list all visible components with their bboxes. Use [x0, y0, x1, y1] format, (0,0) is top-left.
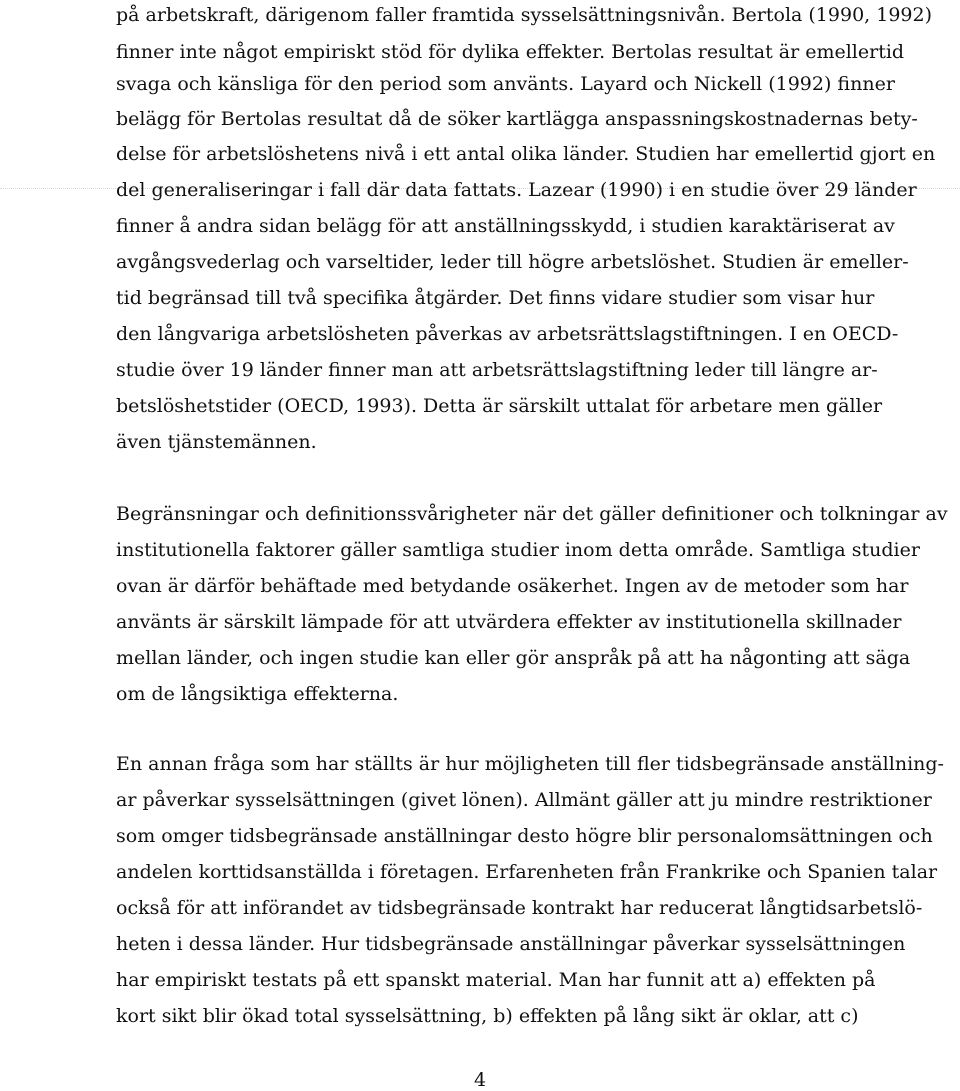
- paragraph-1-line-13: även tjänstemännen.: [116, 431, 317, 453]
- page-number: 4: [473, 1069, 487, 1091]
- paragraph-1-line-12: betslöshetstider (OECD, 1993). Detta är särskilt uttalat för arbetare men gäller: [116, 395, 883, 417]
- paragraph-1-line-9: tid begränsad till två specifika åtgärder. Det finns vidare studier som visar hur: [116, 287, 875, 309]
- paragraph-2-line-2: institutionella faktorer gäller samtliga studier inom detta område. Samtliga studier: [116, 539, 920, 561]
- paragraph-1-line-5: delse för arbetslöshetens nivå i ett antal olika länder. Studien har emellertid gjort en: [116, 143, 936, 165]
- paragraph-1-line-3: svaga och känsliga för den period som använts. Layard och Nickell (1992) finner: [116, 73, 895, 95]
- paragraph-2-line-6: om de långsiktiga effekterna.: [116, 683, 399, 705]
- paragraph-2-line-3: ovan är därför behäftade med betydande osäkerhet. Ingen av de metoder som har: [116, 575, 909, 597]
- paragraph-1-line-8: avgångsvederlag och varseltider, leder till högre arbetslöshet. Studien är emeller-: [116, 251, 909, 273]
- paragraph-3-line-7: har empiriskt testats på ett spanskt material. Man har funnit att a) effekten på: [116, 969, 876, 991]
- paragraph-1-line-1: på arbetskraft, därigenom faller framtida sysselsättningsnivån. Bertola (1990, 1992): [116, 4, 932, 26]
- paragraph-1-line-7: finner å andra sidan belägg för att anställningsskydd, i studien karaktäriserat av: [116, 215, 895, 237]
- paragraph-1-line-2: finner inte något empiriskt stöd för dylika effekter. Bertolas resultat är emellertid: [116, 41, 905, 63]
- paragraph-2-line-5: mellan länder, och ingen studie kan eller gör anspråk på att ha någonting att säga: [116, 647, 911, 669]
- paragraph-3-line-4: andelen korttidsanställda i företagen. Erfarenheten från Frankrike och Spanien talar: [116, 861, 938, 883]
- paragraph-3-line-2: ar påverkar sysselsättningen (givet lönen). Allmänt gäller att ju mindre restriktioner: [116, 789, 932, 811]
- paragraph-2-line-4: använts är särskilt lämpade för att utvärdera effekter av institutionella skillnader: [116, 611, 902, 633]
- paragraph-1-line-6: del generaliseringar i fall där data fattats. Lazear (1990) i en studie över 29 länder: [116, 179, 917, 201]
- paragraph-3-line-1: En annan fråga som har ställts är hur möjligheten till fler tidsbegränsade anställning-: [116, 753, 944, 775]
- paragraph-2-line-1: Begränsningar och definitionssvårigheter när det gäller definitioner och tolkningar av: [116, 503, 948, 525]
- paragraph-3-line-8: kort sikt blir ökad total sysselsättning, b) effekten på lång sikt är oklar, att c): [116, 1005, 859, 1027]
- paragraph-1-line-4: belägg för Bertolas resultat då de söker kartlägga anspassningskostnadernas bety-: [116, 108, 918, 130]
- paragraph-1-line-11: studie över 19 länder finner man att arbetsrättslagstiftning leder till längre ar-: [116, 359, 878, 381]
- paragraph-3-line-6: heten i dessa länder. Hur tidsbegränsade anställningar påverkar sysselsättningen: [116, 933, 906, 955]
- paragraph-3-line-5: också för att införandet av tidsbegränsade kontrakt har reducerat långtidsarbetslö-: [116, 897, 923, 919]
- paragraph-3-line-3: som omger tidsbegränsade anställningar desto högre blir personalomsättningen och: [116, 825, 933, 847]
- paragraph-1-line-10: den långvariga arbetslösheten påverkas av arbetsrättslagstiftningen. I en OECD-: [116, 323, 899, 345]
